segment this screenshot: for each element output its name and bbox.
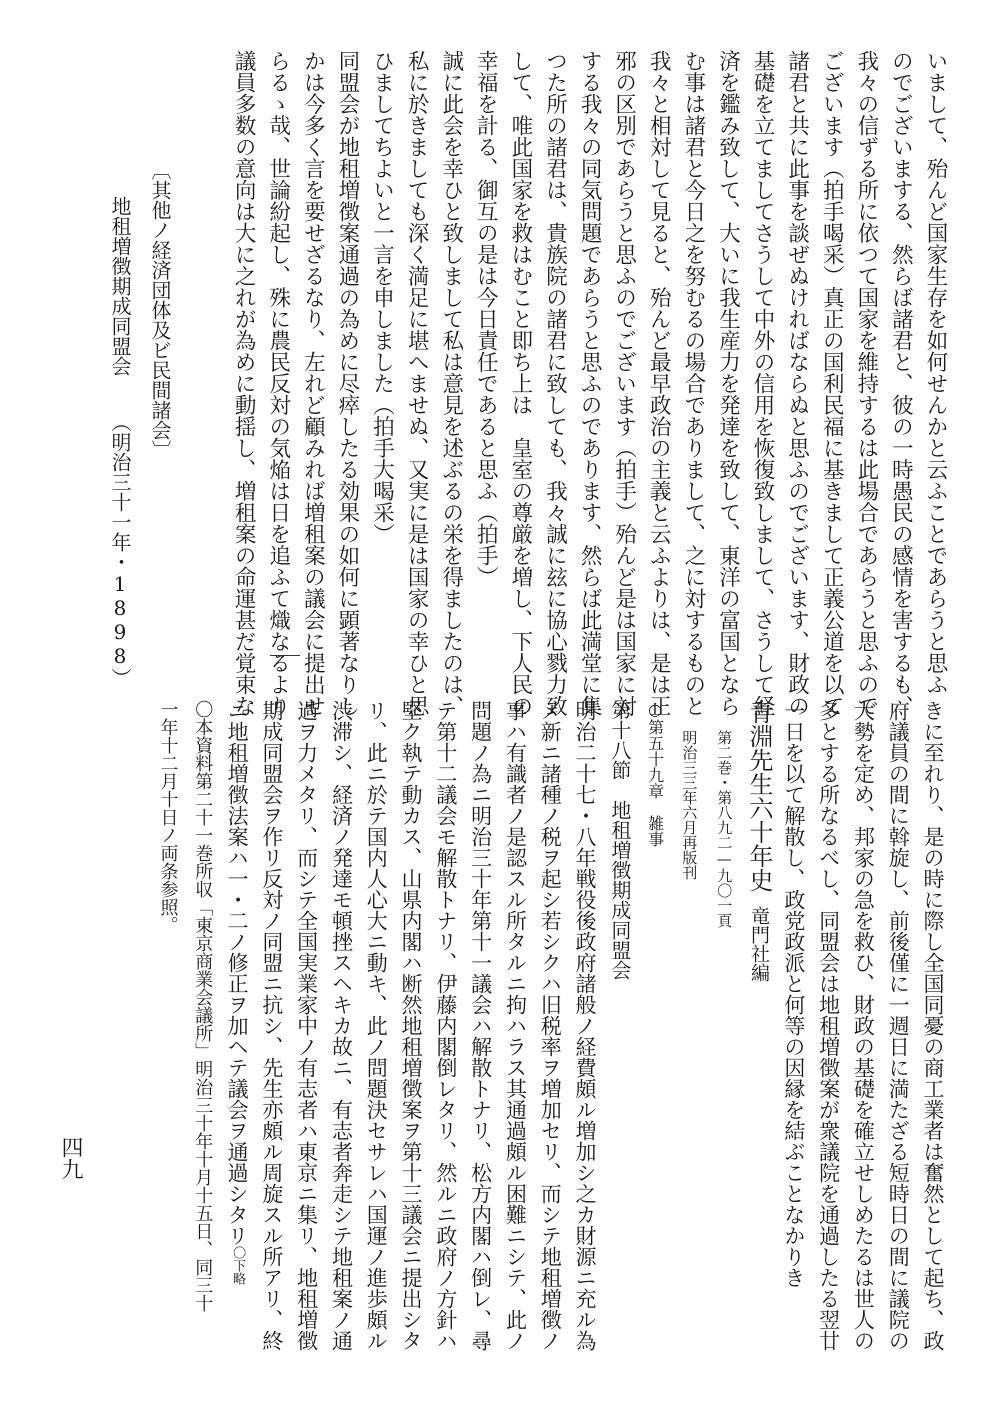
narrative-line: 渋滞シ、経済ノ発達モ頓挫スヘキカ故ニ、有志者奔走シテ地租案ノ通	[329, 700, 354, 1351]
source-title: 青淵先生六十年史	[745, 700, 774, 892]
speech-line: ひましてちよいと一言を申しました（拍手大喝采）	[369, 50, 395, 545]
speech-line: 我々の信ずる所に依つて国家を維持するは此場合であらうと思ふので	[853, 50, 879, 717]
speech-line: 済を鑑み致して、大いに我生産力を発達を致して、東洋の富国となら	[715, 50, 741, 717]
header-era: （明治三十一年・1898）	[108, 412, 132, 688]
speech-line: して、唯此国家を救はむこと即ち上は 皇室の尊厳を増し、下人民の	[507, 50, 533, 717]
speech-line: つた所の諸君は、貴族院の諸君に致しても、我々誠に玆に協心戮力致	[542, 50, 568, 717]
section-divider	[270, 655, 300, 656]
speech-line: 私に於きましても深く満足に堪へませぬ、又実に是は国家の幸ひと思	[404, 50, 430, 717]
header-organization: 地租増徴期成同盟会	[108, 196, 132, 376]
commentary-line: かは今多く言を要せざるなり、左れど顧みれば増租案の議会に提出せ	[300, 50, 326, 717]
commentary-line: 一日を以て解散し、政党政派と何等の因縁を結ぶことなかりき	[781, 700, 806, 1288]
omission-mark: 〇下略	[230, 1246, 246, 1285]
narrative-line: ニ地租増徴法案ハ一・二ノ修正ヲ加ヘテ議会ヲ通過シタリ	[225, 700, 250, 1246]
source-publisher: 竜門社編	[748, 906, 771, 982]
commentary-line: 府議員の間に斡旋し、前後僅に一週日に満たざる短時日の間に議院の	[886, 700, 911, 1351]
chapter-heading: ○第五十九章 雑事	[645, 700, 665, 847]
commentary-line: 同盟会が地租増徴案通過の為めに尽瘁したる効果の如何に顕著なりし	[334, 50, 360, 717]
speech-line: する我々の同気問題であらうと思ふのであります、然らば此満堂に集	[577, 50, 603, 717]
narrative-line: リ、此ニ於テ国内人心大ニ動キ、此ノ問題決セサレハ国運ノ進歩頗ル	[364, 700, 389, 1351]
narrative-line: 明治二十七・八年戦役後政府諸般ノ経費頗ル増加シ之カ財源ニ充ル為	[573, 700, 598, 1351]
speech-line: のでございまする、然らば諸君と、彼の一時愚民の感情を害するも、	[888, 50, 914, 717]
speech-line: 基礎を立てましてさうして中外の信用を恢復致しまして、さうして経	[750, 50, 776, 717]
commentary-line: きに至れり、是の時に際し全国同憂の商工業者は奮然として起ち、政	[921, 700, 945, 1351]
speech-line: 誠に此会を幸ひと致しまして私は意見を述ぶるの栄を得ましたのは、	[438, 50, 464, 717]
upper-text-block	[231, 50, 952, 717]
commentary-line: 大勢を定め、邦家の急を救ひ、財政の基礎を確立せしめたるは世人の	[851, 700, 876, 1351]
section-heading: 第十八節 地租増徴期成同盟会	[607, 700, 632, 980]
narrative-line: 事ハ有識者ノ是認スル所タルニ拘ハラス其通過頗ル困難ニシテ、此ノ	[503, 700, 528, 1351]
narrative-line: 堅ク執テ動カス、山県内閣ハ断然地租増徴案ヲ第十三議会ニ提出シタ	[399, 700, 424, 1351]
header-category: 〔其他ノ経済団体及ビ民間諸会〕	[148, 160, 172, 460]
commentary-line: 議員多数の意向は大に之れが為めに動揺し、増租案の命運甚だ覚束な	[231, 50, 257, 717]
speech-line: 諸君と共に此事を談ぜぬければならぬと思ふのでございます、財政の	[784, 50, 810, 717]
narrative-line-last	[219, 700, 254, 1360]
source-edition-line-2	[672, 700, 707, 1360]
header-title	[100, 160, 140, 720]
speech-line: ございます（拍手喝采）真正の国利民福に基きまして正義公道を以て	[819, 50, 845, 717]
source-volume-pages: 第二巻・第八九二—九〇一頁	[715, 730, 734, 928]
speech-line: 幸福を計る、御互の是は今日責任であると思ふ（拍手）	[473, 50, 499, 588]
page-number: 四九	[58, 1136, 83, 1180]
source-edition: 明治三三年六月再版刊	[680, 730, 699, 880]
narrative-line: メ新ニ諸種ノ税ヲ起シ若シクハ旧税率ヲ増加セリ、而シテ地租増徴ノ	[538, 700, 563, 1351]
commentary-line: らるゝ哉、世論紛起し、殊に農民反対の気焔は日を追ふて熾なるより	[265, 50, 291, 717]
note-line: 〇本資料第二十一巻所収「東京商業会議所」明治三十年十月十五日、同三十	[192, 700, 214, 1312]
note-line: 一年十二月十日ノ両条参照。	[157, 700, 179, 934]
running-header	[40, 160, 180, 720]
commentary-line: 多とする所なるべし、同盟会は地租増徴案が衆議院を通過したる翌廿	[816, 700, 841, 1351]
source-edition-line	[706, 700, 741, 1360]
lower-text-block	[157, 700, 950, 1380]
narrative-line: 問題ノ為ニ明治三十年第十一議会ハ解散トナリ、松方内閣ハ倒レ、尋	[468, 700, 493, 1351]
speech-line: いまして、殆んど国家生存を如何せんかと云ふことであらうと思ふ	[923, 50, 948, 695]
speech-line: 我々と相対して見ると、殆んど最早政治の主義と云ふよりは、是は正	[646, 50, 672, 717]
speech-line: む事は諸君と今日之を努むるの場合でありまして、之に対するものと	[680, 50, 706, 717]
narrative-line: 過ヲ力メタリ、而シテ全国実業家中ノ有志者ハ東京ニ集リ、地租増徴	[294, 700, 319, 1351]
speech-line: 邪の区別であらうと思ふのでございます（拍手）殆んど是は国家に対	[611, 50, 637, 717]
narrative-line: テ第十二議会モ解散トナリ、伊藤内閣倒レタリ、然ルニ政府ノ方針ハ	[433, 700, 458, 1351]
source-title-line	[741, 700, 776, 1360]
narrative-line: 期成同盟会ヲ作リ反対ノ同盟ニ抗シ、先生亦頗ル周旋スル所アリ、終	[259, 700, 284, 1351]
